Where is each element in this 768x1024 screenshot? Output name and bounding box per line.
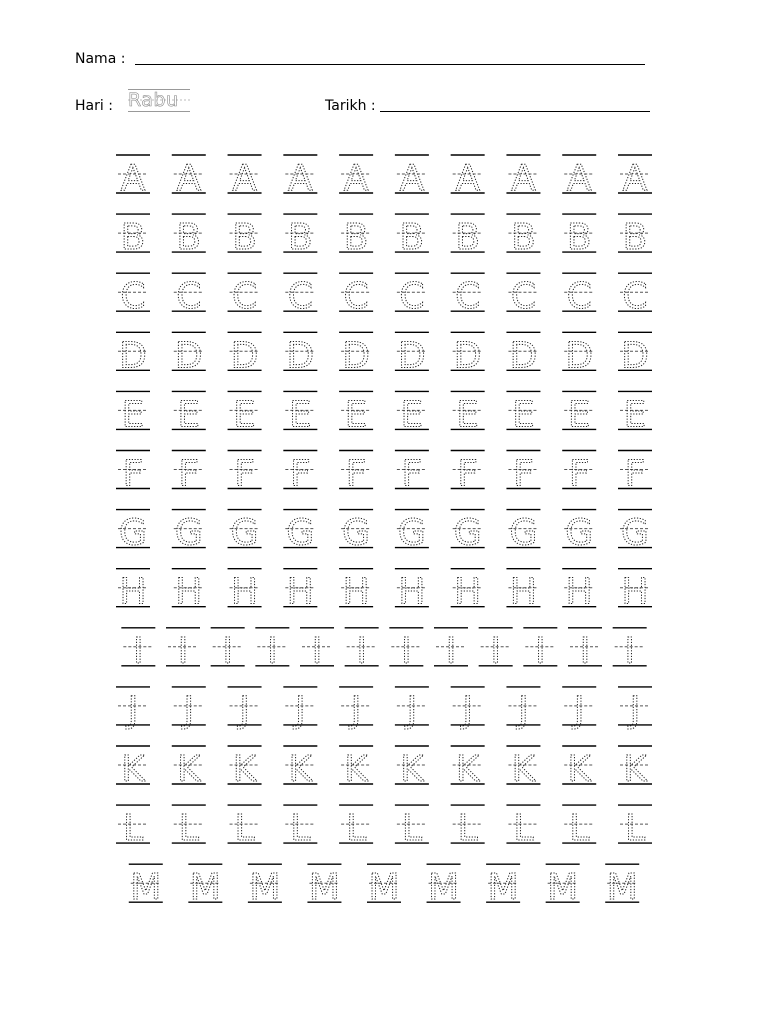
nama-label: Nama : — [75, 51, 126, 67]
tracing-letter: M — [487, 867, 519, 909]
tracing-letter: J — [183, 689, 195, 731]
tracing-cell[interactable] — [283, 569, 317, 613]
tracing-cell[interactable] — [283, 155, 317, 199]
tracing-cell[interactable] — [172, 273, 206, 317]
tracing-letter: C — [510, 276, 537, 318]
tracing-cell[interactable] — [248, 864, 282, 908]
tracing-letter: F — [624, 453, 646, 495]
tracing-letter: D — [621, 335, 649, 377]
tracing-letter: B — [120, 217, 146, 259]
tracing-cell[interactable] — [395, 155, 429, 199]
tracing-letter: D — [398, 335, 426, 377]
tracing-cell[interactable] — [395, 746, 429, 790]
tracing-letter: B — [622, 217, 648, 259]
tracing-letter: A — [176, 158, 202, 199]
tracing-letter: K — [344, 749, 368, 790]
tracing-cell[interactable] — [283, 805, 317, 849]
tracing-letter: L — [457, 808, 478, 850]
tracing-cell[interactable] — [451, 746, 485, 790]
tracing-cell[interactable] — [166, 628, 200, 672]
tracing-letter: J — [350, 689, 362, 731]
tracing-cell[interactable] — [121, 628, 155, 672]
tracing-letter: C — [120, 276, 146, 318]
tracing-letter: D — [342, 335, 370, 377]
tracing-letter: C — [287, 276, 313, 318]
tracing-letter: G — [509, 512, 538, 554]
tracing-letter: L — [346, 808, 367, 850]
tracing-letter: G — [230, 512, 259, 554]
tracing-cell[interactable] — [562, 391, 596, 435]
tracing-cell[interactable] — [339, 569, 373, 613]
tracing-cell[interactable] — [228, 569, 262, 613]
tracing-letter: G — [286, 512, 315, 554]
tracing-letter: E — [456, 394, 480, 436]
tracing-cell[interactable] — [506, 569, 540, 613]
tracing-row-f — [116, 451, 652, 495]
tracing-letter: I — [535, 630, 546, 672]
tracing-cell[interactable] — [228, 332, 262, 376]
tracing-cell[interactable] — [506, 332, 540, 376]
tracing-cell[interactable] — [546, 864, 580, 908]
tracing-letter: H — [231, 571, 259, 613]
tracing-cell[interactable] — [618, 155, 652, 199]
tracing-cell[interactable] — [228, 214, 262, 258]
tracing-letter: J — [239, 689, 250, 731]
tracing-letter: I — [222, 630, 233, 672]
tracing-cell[interactable] — [451, 273, 485, 317]
tracing-letter: H — [342, 571, 370, 613]
tracing-cell[interactable] — [506, 510, 540, 554]
tracing-cell[interactable] — [339, 214, 373, 258]
tracing-letter: H — [621, 571, 649, 613]
tracing-cell[interactable] — [506, 391, 540, 435]
tracing-letter: E — [567, 394, 591, 436]
tracing-cell[interactable] — [395, 451, 429, 495]
tracing-letter: G — [342, 512, 371, 554]
tracing-letter: E — [121, 394, 145, 436]
tracing-letter: J — [406, 689, 418, 731]
tracing-cell[interactable] — [618, 687, 652, 731]
tracing-letter: G — [174, 512, 203, 554]
tracing-cell[interactable] — [283, 687, 317, 731]
tracing-cell[interactable] — [172, 451, 206, 495]
tracing-letter: E — [177, 394, 201, 436]
tracing-letter: I — [267, 630, 278, 672]
tracing-cell[interactable] — [427, 864, 461, 908]
tracing-cell[interactable] — [116, 391, 150, 435]
tracing-letter: J — [518, 689, 529, 731]
tracing-letter: C — [622, 276, 648, 318]
tracing-letter: I — [445, 630, 457, 672]
tracing-cell[interactable] — [172, 510, 206, 554]
hari-label: Hari : — [75, 98, 113, 114]
tracing-letter: K — [288, 749, 313, 790]
tracing-letter: H — [398, 571, 426, 613]
tracing-cell[interactable] — [283, 214, 317, 258]
tracing-letter: A — [455, 158, 480, 199]
tracing-cell[interactable] — [116, 746, 150, 790]
tracing-cell[interactable] — [188, 864, 222, 908]
tracing-letter: D — [453, 335, 482, 377]
tracing-cell[interactable] — [345, 628, 379, 672]
tracing-letter: I — [401, 630, 412, 672]
tracing-cell[interactable] — [618, 214, 652, 258]
tracing-cell[interactable] — [395, 569, 429, 613]
tracing-cell[interactable] — [283, 332, 317, 376]
tracing-letter: L — [569, 808, 590, 850]
tracing-cell[interactable] — [339, 391, 373, 435]
tracing-cell[interactable] — [116, 687, 150, 731]
tracing-cell[interactable] — [618, 273, 652, 317]
tracing-cell[interactable] — [116, 214, 150, 258]
tracing-cell[interactable] — [395, 214, 429, 258]
tracing-letter: E — [233, 394, 256, 436]
tracing-letter: M — [368, 867, 400, 909]
tracing-cell[interactable] — [618, 746, 652, 790]
tracing-cell[interactable] — [506, 805, 540, 849]
tracing-letter: M — [547, 867, 579, 909]
tracing-row-d — [116, 332, 652, 376]
tarikh-label: Tarikh : — [325, 98, 376, 114]
tracing-cell[interactable] — [562, 569, 596, 613]
tracing-letter: E — [512, 394, 535, 436]
tracing-letter: I — [177, 630, 189, 672]
tracing-cell[interactable] — [389, 628, 423, 672]
tracing-letter: F — [178, 453, 200, 495]
tracing-letter: A — [622, 158, 648, 199]
tracing-cell[interactable] — [283, 451, 317, 495]
tracing-letter: F — [513, 453, 534, 495]
tracing-cell[interactable] — [434, 628, 468, 672]
tracing-cell[interactable] — [228, 273, 262, 317]
tracing-cell[interactable] — [395, 273, 429, 317]
tracing-letter: G — [119, 512, 147, 554]
tracing-letter: F — [345, 453, 367, 495]
tracing-cell[interactable] — [506, 687, 540, 731]
tracing-letter: M — [606, 867, 638, 909]
tracing-cell[interactable] — [395, 687, 429, 731]
tracing-cell[interactable] — [172, 214, 206, 258]
tracing-row-g — [116, 510, 652, 554]
tracing-cell[interactable] — [211, 628, 245, 672]
tracing-row-j — [116, 687, 652, 731]
tracing-cell[interactable] — [339, 273, 373, 317]
tracing-letter: L — [624, 808, 646, 850]
tracing-cell[interactable] — [451, 569, 485, 613]
tracing-cell[interactable] — [228, 510, 262, 554]
tracing-cell[interactable] — [116, 155, 150, 199]
tracing-letter: C — [399, 276, 425, 318]
tracing-letter: J — [462, 689, 473, 731]
tracing-letter: J — [573, 689, 585, 731]
tracing-letter: H — [509, 571, 537, 613]
tracing-letter: C — [343, 276, 369, 318]
tracing-letter: G — [397, 512, 426, 554]
tracing-cell[interactable] — [613, 628, 647, 672]
tracing-cell[interactable] — [562, 214, 596, 258]
tracing-letter: I — [311, 630, 323, 672]
tracing-letter: K — [400, 749, 424, 790]
tracing-letter: I — [356, 630, 367, 672]
tracing-cell[interactable] — [172, 391, 206, 435]
tracing-cell[interactable] — [172, 155, 206, 199]
tracing-letter: D — [174, 335, 203, 377]
tracing-letter: K — [511, 749, 536, 790]
tracing-letter: A — [232, 158, 257, 199]
tracing-letter: H — [119, 571, 147, 613]
tracing-cell[interactable] — [172, 332, 206, 376]
tracing-letter: D — [286, 335, 315, 377]
tracing-cell[interactable] — [228, 805, 262, 849]
tracing-cell[interactable] — [618, 391, 652, 435]
tracing-cell[interactable] — [228, 687, 262, 731]
tracing-row-l — [116, 805, 652, 849]
tracing-cell[interactable] — [562, 746, 596, 790]
tracing-letter: B — [455, 217, 481, 259]
tracing-letter: D — [509, 335, 538, 377]
tracing-letter: F — [234, 453, 255, 495]
tracing-cell[interactable] — [562, 687, 596, 731]
tracing-cell[interactable] — [451, 214, 485, 258]
tracing-cell[interactable] — [506, 746, 540, 790]
tracing-letter: K — [623, 749, 647, 790]
tracing-cell[interactable] — [506, 155, 540, 199]
tracing-cell[interactable] — [486, 864, 520, 908]
tracing-cell[interactable] — [339, 155, 373, 199]
tracing-letter: L — [513, 808, 534, 850]
tracing-letter: M — [428, 867, 460, 909]
tracing-letter: M — [249, 867, 281, 909]
tracing-cell[interactable] — [618, 805, 652, 849]
tracing-row-h — [116, 569, 652, 613]
tracing-letter: H — [175, 571, 203, 613]
tracing-letter: E — [400, 394, 424, 436]
tracing-letter: J — [127, 689, 139, 731]
tracing-cell[interactable] — [255, 628, 289, 672]
tracing-letter: D — [565, 335, 594, 377]
tracing-letter: L — [178, 808, 199, 850]
tracing-cell[interactable] — [395, 391, 429, 435]
tracing-cell[interactable] — [395, 805, 429, 849]
tracing-cell[interactable] — [116, 332, 150, 376]
tracing-row-a — [116, 155, 652, 199]
tracing-cell[interactable] — [506, 451, 540, 495]
tracing-letter: C — [566, 276, 592, 318]
tracing-letter: J — [629, 689, 641, 731]
tracing-cell[interactable] — [451, 451, 485, 495]
hari-value-tracing: Rabu — [128, 89, 179, 111]
tracing-cell[interactable] — [562, 805, 596, 849]
tracing-cell[interactable] — [451, 332, 485, 376]
tracing-letter: M — [189, 867, 221, 909]
tracing-cell[interactable] — [479, 628, 513, 672]
tracing-letter: K — [567, 749, 592, 790]
tracing-cell[interactable] — [116, 451, 150, 495]
tracing-cell[interactable] — [562, 451, 596, 495]
tracing-cell[interactable] — [367, 864, 401, 908]
tracing-cell[interactable] — [451, 391, 485, 435]
tracing-cell[interactable] — [523, 628, 557, 672]
tracing-letter: A — [399, 158, 425, 199]
tracing-cell[interactable] — [228, 155, 262, 199]
tracing-letter: K — [455, 749, 480, 790]
tracing-letter: B — [399, 217, 425, 259]
tracing-letter: D — [230, 335, 259, 377]
tracing-cell[interactable] — [395, 510, 429, 554]
tracing-letter: B — [287, 217, 313, 259]
tracing-letter: L — [401, 808, 422, 850]
tracing-cell[interactable] — [395, 332, 429, 376]
tracing-cell[interactable] — [116, 510, 150, 554]
tracing-letter: H — [454, 571, 482, 613]
tracing-letter: A — [566, 158, 592, 199]
tracing-cell[interactable] — [172, 687, 206, 731]
tracing-row-m — [129, 864, 639, 908]
tracing-letter: C — [231, 276, 258, 318]
tracing-row-i — [121, 628, 646, 672]
tracing-letter: B — [176, 217, 202, 259]
tracing-letter: I — [579, 630, 591, 672]
tracing-letter: H — [286, 571, 314, 613]
tracing-letter: F — [457, 453, 479, 495]
tracing-cell[interactable] — [451, 805, 485, 849]
tracing-letter: G — [621, 512, 649, 554]
tracing-letter: K — [121, 749, 145, 790]
tracing-cell[interactable] — [339, 687, 373, 731]
tracing-letter: L — [290, 808, 311, 850]
tracing-letter: G — [453, 512, 482, 554]
tracing-cell[interactable] — [228, 451, 262, 495]
tracing-cell[interactable] — [228, 746, 262, 790]
tracing-cell[interactable] — [129, 864, 163, 908]
tracing-letter: E — [288, 394, 312, 436]
tracing-cell[interactable] — [307, 864, 341, 908]
tracing-cell[interactable] — [605, 864, 639, 908]
tracing-cell[interactable] — [562, 510, 596, 554]
tracing-letter: M — [308, 867, 340, 909]
tracing-letter: I — [624, 630, 635, 672]
tracing-cell[interactable] — [618, 332, 652, 376]
tracing-letter: E — [344, 394, 368, 436]
tracing-cell[interactable] — [506, 214, 540, 258]
tracing-letter: B — [511, 217, 536, 259]
tracing-cell[interactable] — [172, 805, 206, 849]
tracing-letter: A — [120, 158, 146, 199]
tracing-letter: F — [122, 453, 144, 495]
tracing-letter: L — [122, 808, 144, 850]
tracing-letter: B — [343, 217, 369, 259]
tracing-cell[interactable] — [339, 805, 373, 849]
tracing-letter: K — [232, 749, 257, 790]
tracing-letter: B — [232, 217, 257, 259]
tracing-row-k — [116, 746, 652, 790]
tracing-cell[interactable] — [451, 155, 485, 199]
tracing-cell[interactable] — [562, 155, 596, 199]
tracing-letter: K — [176, 749, 201, 790]
tracing-cell[interactable] — [562, 273, 596, 317]
tracing-cell[interactable] — [300, 628, 334, 672]
tracing-cell[interactable] — [618, 510, 652, 554]
tracing-letter: F — [401, 453, 423, 495]
tracing-row-b — [116, 214, 652, 258]
tracing-cell[interactable] — [339, 332, 373, 376]
tracing-cell[interactable] — [283, 510, 317, 554]
tracing-letter: C — [455, 276, 481, 318]
tracing-letter: A — [511, 158, 536, 199]
tracing-cell[interactable] — [116, 569, 150, 613]
tracing-cell[interactable] — [283, 273, 317, 317]
tracing-row-c — [116, 273, 652, 317]
tracing-cell[interactable] — [451, 687, 485, 731]
tracing-letter: H — [565, 571, 593, 613]
tracing-cell[interactable] — [116, 273, 150, 317]
tracing-cell[interactable] — [283, 391, 317, 435]
tracing-cell[interactable] — [562, 332, 596, 376]
tracing-letter: L — [234, 808, 255, 850]
tracing-cell[interactable] — [568, 628, 602, 672]
tracing-cell[interactable] — [339, 451, 373, 495]
tracing-cell[interactable] — [339, 746, 373, 790]
tracing-cell[interactable] — [451, 510, 485, 554]
tracing-letter: E — [623, 394, 647, 436]
tracing-letter: F — [289, 453, 311, 495]
tracing-letter: A — [343, 158, 369, 199]
tracing-letter: G — [565, 512, 594, 554]
tracing-cell[interactable] — [618, 569, 652, 613]
tracing-letter: C — [176, 276, 202, 318]
tracing-cell[interactable] — [172, 746, 206, 790]
tracing-letter: J — [295, 689, 306, 731]
tracing-letter: A — [288, 158, 313, 199]
tracing-cell[interactable] — [283, 746, 317, 790]
tracing-letter: M — [130, 867, 162, 909]
tracing-cell[interactable] — [339, 510, 373, 554]
tracing-letter: I — [133, 630, 144, 672]
tracing-letter: I — [490, 630, 501, 672]
tracing-cell[interactable] — [618, 451, 652, 495]
tracing-cell[interactable] — [116, 805, 150, 849]
tracing-letter: F — [568, 453, 590, 495]
tracing-cell[interactable] — [506, 273, 540, 317]
tracing-row-e — [116, 391, 652, 435]
tracing-letter: D — [119, 335, 147, 377]
tracing-cell[interactable] — [172, 569, 206, 613]
tracing-letter: B — [566, 217, 592, 259]
tracing-cell[interactable] — [228, 391, 262, 435]
